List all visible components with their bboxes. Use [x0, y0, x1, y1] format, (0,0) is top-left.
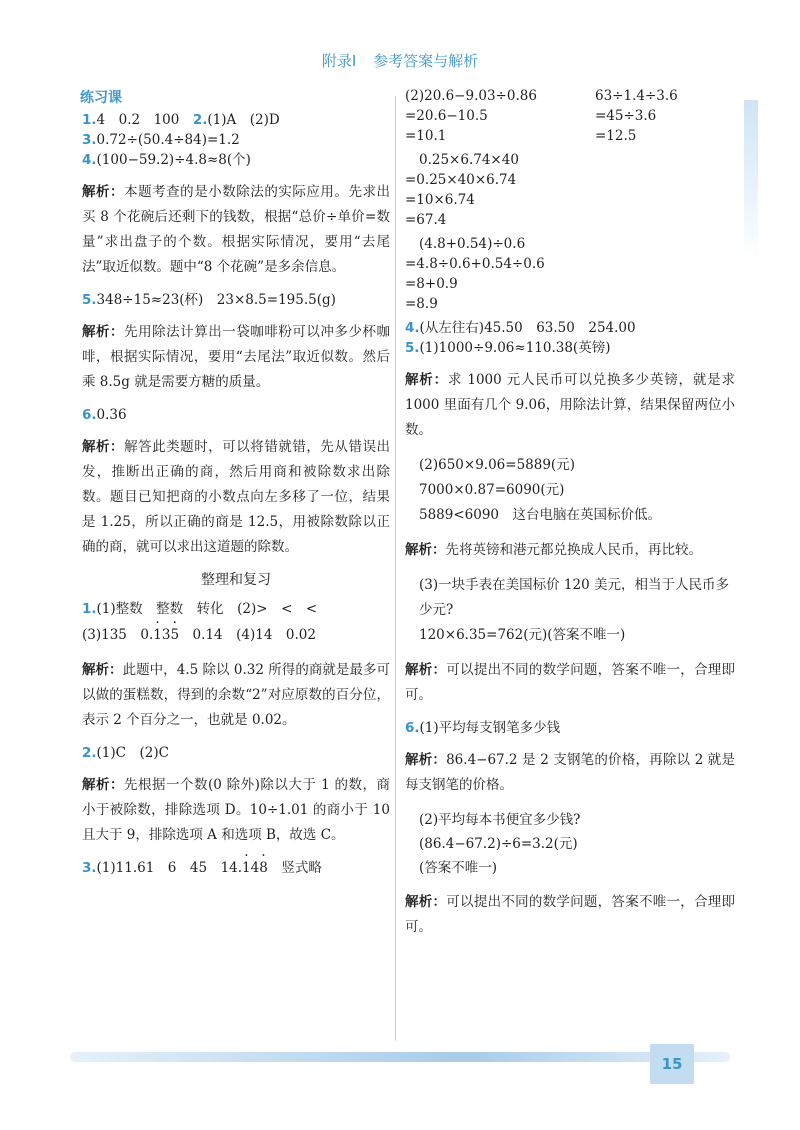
analysis-4: 解析：此题中，4.5 除以 0.32 所得的商就是最多可以做的蛋糕数，得到的余数“2”对应原数的百分位，表示 2 个百分之一，也就是 0.02。	[82, 662, 390, 728]
review-section-title: 整理和复习	[201, 572, 271, 588]
column-divider	[395, 96, 396, 1041]
header-title: 参考答案与解析	[373, 52, 479, 70]
review-answer-1b: (3)135 0.· 13· 5 0.14 (4)14 0.02	[82, 622, 390, 648]
review-answer-2: 2.(1)C (2)C	[82, 745, 169, 761]
answer-3: 3.0.72÷(50.4÷84)=1.2	[82, 132, 240, 148]
page-header	[0, 50, 800, 71]
calc-line: =10×6.74	[405, 192, 475, 208]
answer-1-2: 1.4 0.2 100 2.(1)A (2)D	[82, 112, 280, 128]
answer-5-2-line: 7000×0.87=6090(元)	[419, 482, 565, 498]
calc-line: =4.8÷0.6+0.54÷0.6	[405, 256, 545, 272]
calc-line: =8.9	[405, 296, 438, 312]
answer-6-right: 6.(1)平均每支钢笔多少钱	[405, 720, 561, 736]
calc-line: =0.25×40×6.74	[405, 172, 517, 188]
answer-6: 6.0.36	[82, 407, 127, 423]
section-title-practice: 练习课	[80, 90, 122, 106]
calc-line: 0.25×6.74×40	[419, 152, 519, 168]
analysis-r3: 解析：可以提出不同的数学问题，答案不唯一，合理即可。	[405, 662, 736, 703]
analysis-r1: 解析：求 1000 元人民币可以兑换多少英镑，就是求 1000 里面有几个 9.06，用除法计算，结果保留两位小数。	[405, 372, 735, 438]
review-answer-1a: 1.(1)整数 整数 转化 (2)> < <	[82, 601, 318, 617]
answer-5: 5.348÷15≈23(杯) 23×8.5=195.5(g)	[82, 292, 336, 308]
answer-5-2-line: (2)650×9.06=5889(元)	[419, 457, 575, 473]
answer-6-2-line: (86.4−67.2)÷6=3.2(元)	[419, 836, 578, 852]
calc-line: =67.4	[405, 212, 447, 228]
calc-line: (4.8+0.54)÷0.6	[419, 236, 526, 252]
analysis-5: 解析：先根据一个数(0 除外)除以大于 1 的数，商小于被除数，排除选项 D。10÷1.01 的商小于 10 且大于 9，排除选项 A 和选项 B，故选 C。	[82, 777, 391, 843]
appendix-label: 附录Ⅰ	[321, 52, 357, 70]
calc-row: (2)20.6−9.03÷0.86 63÷1.4÷3.6	[405, 88, 678, 104]
analysis-3: 解析：解答此类题时，可以将错就错，先从错误出发，推断出正确的商，然后用商和被除数求出除数。题目已知把商的小数点向左多移了一位，结果是 1.25，所以正确的商是 12.5，用被除数除以正确的商，就可以求出这道题的除数。	[82, 439, 391, 555]
analysis-r2: 解析：先将英镑和港元都兑换成人民币，再比较。	[405, 542, 702, 558]
calc-row: =20.6−10.5 =45÷3.6	[405, 108, 657, 124]
analysis-r4: 解析：86.4−67.2 是 2 支钢笔的价格，再除以 2 就是每支钢笔的价格。	[405, 752, 735, 793]
answer-5-2-line: 5889<6090 这台电脑在英国标价低。	[419, 507, 662, 523]
analysis-1: 解析：本题考查的是小数除法的实际应用。先求出买 8 个花碗后还剩下的钱数，根据“总价÷单价=数量”求出盘子的个数。根据实际情况，要用“去尾法”取近似数。题中“8 个花碗”是多余信息。	[82, 184, 391, 275]
analysis-r5: 解析：可以提出不同的数学问题，答案不唯一，合理即可。	[405, 894, 736, 935]
answer-4: 4.(100−59.2)÷4.8≈8(个)	[82, 152, 251, 168]
footer-bar	[70, 1052, 730, 1062]
review-answer-3: 3.(1)11.61 6 45 14.· 14· 8 竖式略	[82, 858, 390, 878]
left-column	[82, 86, 390, 878]
calc-row: =10.1 =12.5	[405, 128, 637, 144]
answer-5-3-solution: 120×6.35=762(元)(答案不唯一)	[419, 627, 626, 643]
page-number: 15	[650, 1044, 694, 1084]
side-decoration	[744, 100, 758, 260]
answer-5-right: 5.(1)1000÷9.06≈110.38(英镑)	[405, 340, 611, 356]
right-column	[405, 86, 735, 950]
answer-5-3: (3)一块手表在美国标价 120 美元，相当于人民币多少元?	[419, 577, 729, 618]
answer-6-2-line: (答案不唯一)	[419, 860, 498, 876]
calc-line: =8+0.9	[405, 276, 458, 292]
analysis-2: 解析：先用除法计算出一袋咖啡粉可以冲多少杯咖啡，根据实际情况，要用“去尾法”取近似数。然后乘 8.5g 就是需要方糖的质量。	[82, 324, 391, 390]
answer-4-right: 4.(从左往右)45.50 63.50 254.00	[405, 320, 636, 336]
answer-6-2-line: (2)平均每本书便宜多少钱?	[419, 812, 581, 828]
